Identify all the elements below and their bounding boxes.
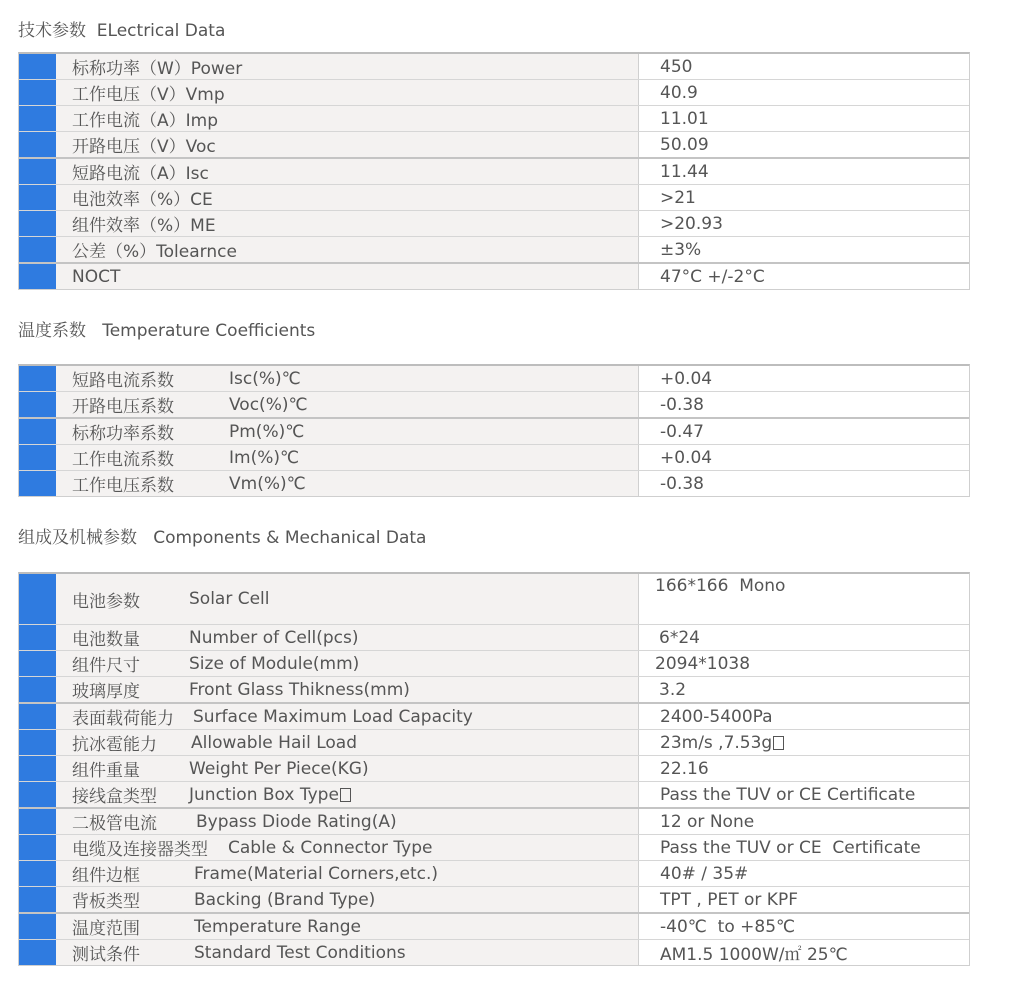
row-label: NOCT: [72, 266, 121, 287]
row-value: +0.04: [660, 447, 713, 468]
row-value: Pass the TUV or CE Certificate: [660, 784, 916, 805]
table-row: [19, 392, 969, 419]
row-label-cn: 二极管电流: [72, 814, 157, 834]
table-row: [19, 471, 969, 496]
row-label-en: Weight Per Piece(KG): [189, 758, 369, 779]
row-value: 12 or None: [660, 811, 755, 832]
table-row: [19, 54, 969, 80]
row-label-en: Im(%)℃: [229, 447, 300, 468]
table-row: [19, 211, 969, 237]
row-value: TPT , PET or KPF: [660, 889, 798, 910]
table-row: [19, 132, 969, 159]
row-value: -40℃ to +85℃: [660, 916, 796, 937]
row-value: 450: [660, 56, 693, 77]
table-row: [19, 887, 969, 914]
table-row: [19, 835, 969, 861]
row-label-en: Cable & Connector Type: [228, 837, 433, 858]
row-value: +0.04: [660, 368, 713, 389]
electrical-table: [18, 52, 970, 290]
row-value: >20.93: [660, 213, 723, 234]
table-row: [19, 625, 969, 651]
row-label-cn: 电池数量: [72, 630, 140, 650]
row-value: -0.47: [660, 421, 704, 442]
row-label-cn: 接线盒类型: [72, 787, 157, 807]
mechanical-section-title: 组成及机械参数 Components & Mechanical Data: [18, 528, 427, 548]
row-value: 22.16: [660, 758, 709, 779]
table-row: [19, 782, 969, 809]
row-label-cn: 电缆及连接器类型: [72, 840, 208, 860]
row-label-cn: 组件边框: [72, 866, 140, 886]
row-label-en: Front Glass Thikness(mm): [189, 679, 410, 700]
row-label-en: Vm(%)℃: [229, 473, 306, 494]
table-row: [19, 914, 969, 940]
row-value: 166*166 Mono: [655, 576, 786, 596]
row-label-cn: 测试条件: [72, 945, 140, 965]
row-label-cn: 短路电流系数: [72, 371, 174, 391]
row-label-en: Surface Maximum Load Capacity: [193, 706, 473, 727]
row-value: ±3%: [660, 239, 702, 260]
temperature-section-title: 温度系数 Temperature Coefficients: [18, 321, 316, 341]
row-value: 2094*1038: [655, 653, 751, 674]
row-label-en: Junction Box Type: [189, 784, 339, 805]
row-label: 短路电流（A）Isc: [72, 164, 209, 184]
row-label-en: Temperature Range: [194, 916, 361, 937]
row-label-en: Voc(%)℃: [229, 394, 308, 415]
row-value: 2400-5400Pa: [660, 706, 773, 727]
row-value: AM1.5 1000W/㎡ 25℃: [660, 945, 848, 965]
row-value: 11.44: [660, 161, 709, 182]
row-value: Pass the TUV or CE Certificate: [660, 837, 921, 858]
unknown-glyph-icon: [340, 788, 351, 802]
row-value: 6*24: [659, 627, 700, 648]
row-label-en: Solar Cell: [189, 589, 270, 609]
row-label-cn: 工作电压系数: [72, 476, 174, 496]
temperature-table: [18, 364, 970, 497]
row-label-en: Standard Test Conditions: [194, 942, 406, 963]
row-label: 工作电压（V）Vmp: [72, 85, 225, 105]
row-label: 开路电压（V）Voc: [72, 137, 216, 157]
row-label-en: Pm(%)℃: [229, 421, 305, 442]
table-row: [19, 80, 969, 106]
table-row: [19, 940, 969, 965]
table-row: [19, 419, 969, 445]
row-label-cn: 电池参数: [72, 591, 140, 612]
mechanical-table: [18, 572, 970, 966]
row-label-en: Frame(Material Corners,etc.): [194, 863, 439, 884]
row-value: -0.38: [660, 394, 704, 415]
table-row: [19, 159, 969, 185]
row-label-en: Size of Module(mm): [189, 653, 360, 674]
row-label-en: Isc(%)℃: [229, 368, 301, 389]
table-row: [19, 809, 969, 835]
table-row: [19, 106, 969, 132]
row-label-cn: 开路电压系数: [72, 397, 174, 417]
table-row: [19, 185, 969, 211]
table-row: [19, 861, 969, 887]
row-value: 11.01: [660, 108, 709, 129]
row-label: 组件效率（%）ME: [72, 216, 216, 236]
table-row: [19, 574, 969, 625]
row-label-cn: 背板类型: [72, 892, 140, 912]
row-label: 电池效率（%）CE: [72, 190, 213, 210]
row-label: 标称功率（W）Power: [72, 59, 243, 79]
table-row: [19, 264, 969, 289]
row-value: 40.9: [660, 82, 698, 103]
table-row: [19, 677, 969, 704]
table-row: [19, 704, 969, 730]
row-label-en: Bypass Diode Rating(A): [196, 811, 397, 832]
row-value: 3.2: [659, 679, 687, 700]
row-value: 23m/s ,7.53g: [660, 732, 773, 753]
table-row: [19, 237, 969, 264]
table-row: [19, 651, 969, 677]
row-label-cn: 工作电流系数: [72, 450, 174, 470]
table-row: [19, 756, 969, 782]
row-label: 工作电流（A）Imp: [72, 111, 218, 131]
row-label-cn: 抗冰雹能力: [72, 735, 157, 755]
row-label: 公差（%）Tolearnce: [72, 242, 237, 262]
row-value: >21: [660, 187, 696, 208]
row-value: 47°C +/-2°C: [660, 266, 765, 287]
row-label-cn: 标称功率系数: [72, 424, 174, 444]
row-label-cn: 表面载荷能力: [72, 709, 174, 729]
table-row: [19, 366, 969, 392]
row-label-cn: 组件重量: [72, 761, 140, 781]
row-label-cn: 组件尺寸: [72, 656, 140, 676]
row-value: 40# / 35#: [660, 863, 749, 884]
table-row: [19, 730, 969, 756]
row-label-en: Backing (Brand Type): [194, 889, 376, 910]
row-value: -0.38: [660, 473, 704, 494]
row-label-cn: 温度范围: [72, 919, 140, 939]
row-value: 50.09: [660, 134, 709, 155]
unknown-glyph-icon: [773, 736, 784, 750]
row-label-en: Number of Cell(pcs): [189, 627, 359, 648]
row-label-cn: 玻璃厚度: [72, 682, 140, 702]
electrical-section-title: 技术参数 ELectrical Data: [18, 21, 226, 41]
table-row: [19, 445, 969, 471]
row-label-en: Allowable Hail Load: [191, 732, 358, 753]
